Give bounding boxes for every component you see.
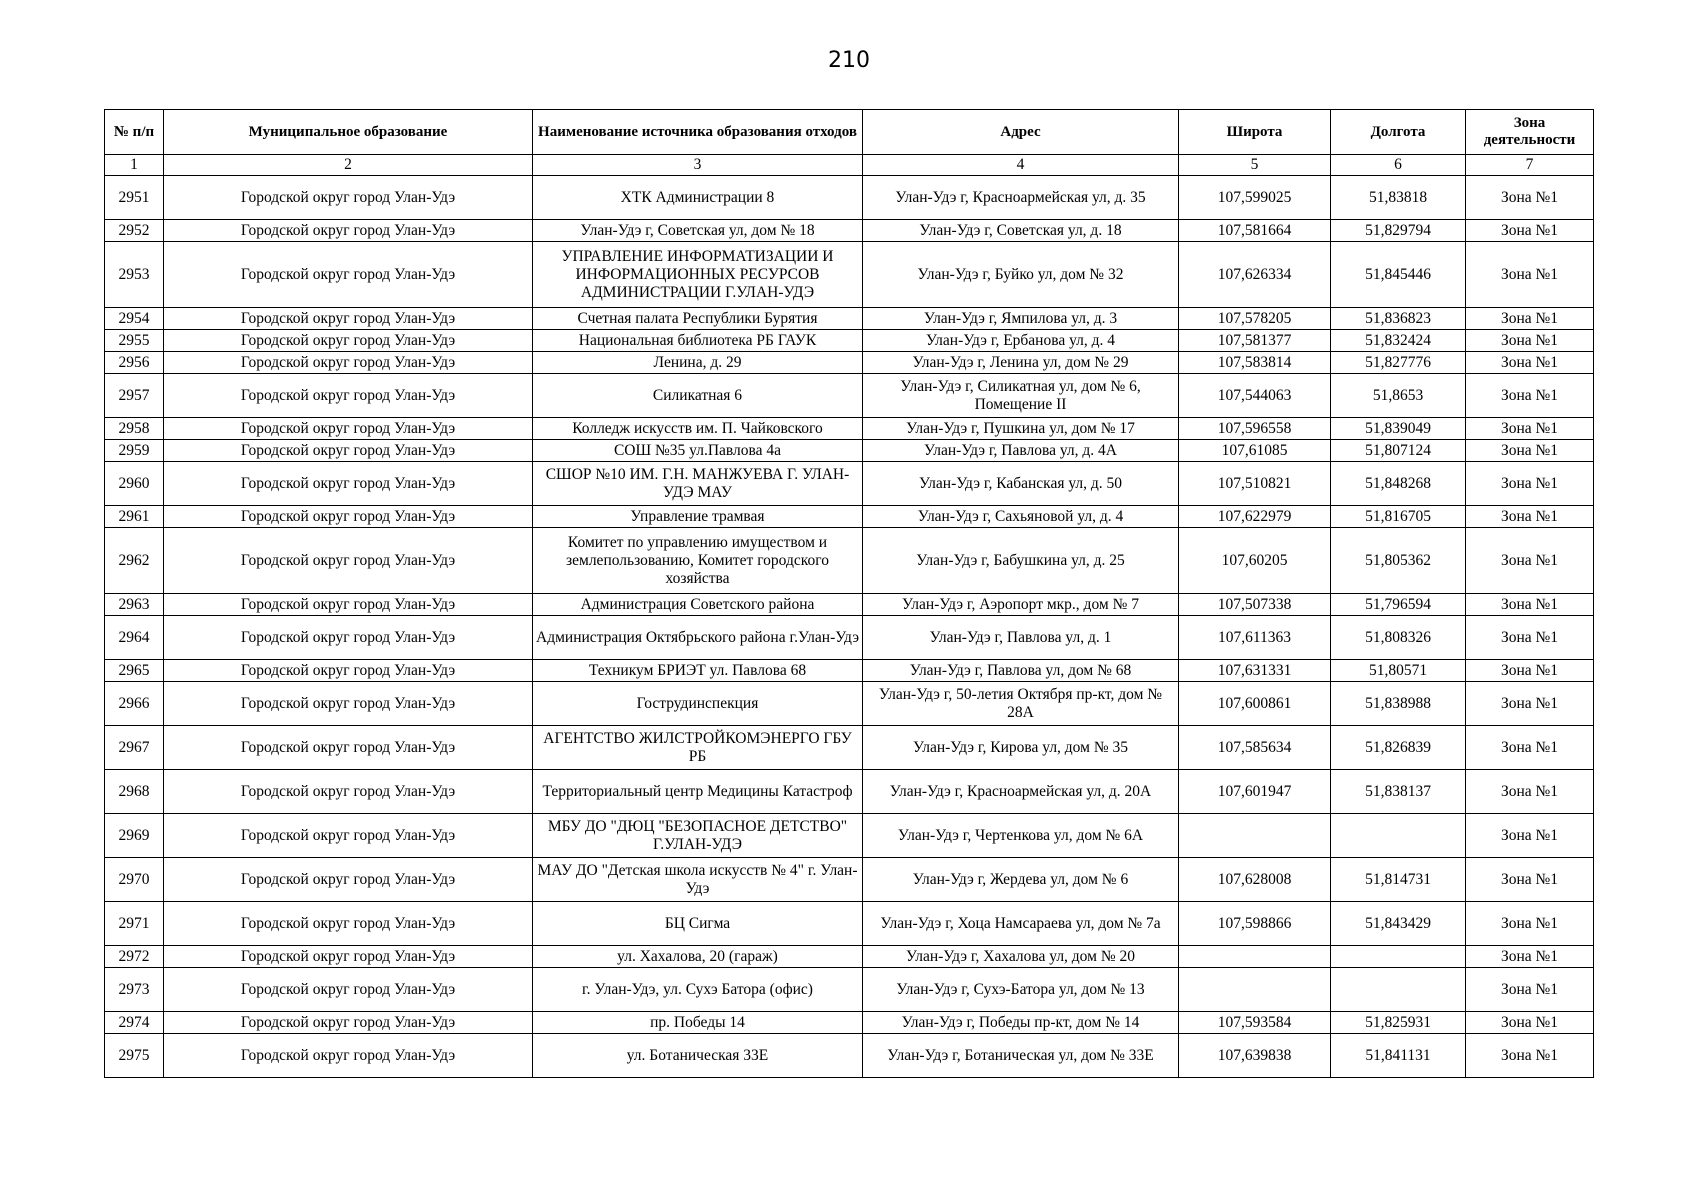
cell-address: Улан-Удэ г, Пушкина ул, дом № 17 [863, 418, 1179, 440]
cell-latitude: 107,60205 [1179, 528, 1331, 594]
cell-waste-source: Колледж искусств им. П. Чайковского [533, 418, 863, 440]
table-row [105, 308, 1594, 330]
cell-address: Улан-Удэ г, Красноармейская ул, д. 35 [863, 176, 1179, 220]
cell-longitude: 51,838988 [1331, 682, 1466, 726]
cell-address: Улан-Удэ г, Хахалова ул, дом № 20 [863, 946, 1179, 968]
cell-zone: Зона №1 [1466, 770, 1594, 814]
column-number: 1 [105, 155, 164, 176]
cell-row-number: 2955 [105, 330, 164, 352]
cell-waste-source: БЦ Сигма [533, 902, 863, 946]
cell-latitude: 107,622979 [1179, 506, 1331, 528]
table-row [105, 902, 1594, 946]
cell-latitude: 107,585634 [1179, 726, 1331, 770]
cell-latitude: 107,639838 [1179, 1034, 1331, 1078]
cell-waste-source: пр. Победы 14 [533, 1012, 863, 1034]
cell-row-number: 2962 [105, 528, 164, 594]
table-row [105, 374, 1594, 418]
header-zone: Зона деятельности [1466, 110, 1594, 155]
cell-latitude: 107,628008 [1179, 858, 1331, 902]
cell-waste-source: Гострудинспекция [533, 682, 863, 726]
cell-waste-source: Улан-Удэ г, Советская ул, дом № 18 [533, 220, 863, 242]
cell-longitude [1331, 814, 1466, 858]
cell-zone: Зона №1 [1466, 374, 1594, 418]
cell-municipality: Городской округ город Улан-Удэ [164, 440, 533, 462]
cell-row-number: 2954 [105, 308, 164, 330]
cell-latitude: 107,626334 [1179, 242, 1331, 308]
table-row [105, 858, 1594, 902]
cell-longitude: 51,83818 [1331, 176, 1466, 220]
cell-municipality: Городской округ город Улан-Удэ [164, 616, 533, 660]
cell-zone: Зона №1 [1466, 220, 1594, 242]
table-row [105, 440, 1594, 462]
cell-latitude: 107,61085 [1179, 440, 1331, 462]
cell-longitude: 51,816705 [1331, 506, 1466, 528]
cell-waste-source: Ленина, д. 29 [533, 352, 863, 374]
cell-row-number: 2975 [105, 1034, 164, 1078]
cell-longitude: 51,796594 [1331, 594, 1466, 616]
cell-municipality: Городской округ город Улан-Удэ [164, 726, 533, 770]
table-row [105, 330, 1594, 352]
cell-longitude: 51,829794 [1331, 220, 1466, 242]
cell-waste-source: Администрация Октябрьского района г.Улан-Удэ [533, 616, 863, 660]
table-row [105, 506, 1594, 528]
column-numbers-row [105, 155, 1594, 176]
cell-longitude: 51,836823 [1331, 308, 1466, 330]
cell-zone: Зона №1 [1466, 330, 1594, 352]
header-municipality: Муниципальное образование [164, 110, 533, 155]
cell-row-number: 2956 [105, 352, 164, 374]
cell-municipality: Городской округ город Улан-Удэ [164, 770, 533, 814]
cell-row-number: 2960 [105, 462, 164, 506]
table-row [105, 528, 1594, 594]
header-row [105, 110, 1594, 155]
cell-latitude: 107,578205 [1179, 308, 1331, 330]
cell-latitude [1179, 946, 1331, 968]
cell-zone: Зона №1 [1466, 462, 1594, 506]
cell-waste-source: СШОР №10 ИМ. Г.Н. МАНЖУЕВА Г. УЛАН-УДЭ МАУ [533, 462, 863, 506]
cell-latitude: 107,631331 [1179, 660, 1331, 682]
cell-row-number: 2972 [105, 946, 164, 968]
cell-zone: Зона №1 [1466, 594, 1594, 616]
cell-row-number: 2963 [105, 594, 164, 616]
table-row [105, 352, 1594, 374]
cell-latitude: 107,507338 [1179, 594, 1331, 616]
cell-municipality: Городской округ город Улан-Удэ [164, 946, 533, 968]
cell-row-number: 2973 [105, 968, 164, 1012]
cell-municipality: Городской округ город Улан-Удэ [164, 242, 533, 308]
table-row [105, 616, 1594, 660]
cell-address: Улан-Удэ г, Сухэ-Батора ул, дом № 13 [863, 968, 1179, 1012]
cell-waste-source: ул. Хахалова, 20 (гараж) [533, 946, 863, 968]
cell-municipality: Городской округ город Улан-Удэ [164, 330, 533, 352]
table-row [105, 814, 1594, 858]
column-number: 6 [1331, 155, 1466, 176]
table-row [105, 594, 1594, 616]
cell-zone: Зона №1 [1466, 506, 1594, 528]
cell-municipality: Городской округ город Улан-Удэ [164, 814, 533, 858]
table-row [105, 1034, 1594, 1078]
header-longitude: Долгота [1331, 110, 1466, 155]
cell-row-number: 2967 [105, 726, 164, 770]
cell-longitude: 51,808326 [1331, 616, 1466, 660]
cell-municipality: Городской округ город Улан-Удэ [164, 462, 533, 506]
cell-row-number: 2971 [105, 902, 164, 946]
cell-latitude: 107,593584 [1179, 1012, 1331, 1034]
table-row [105, 1012, 1594, 1034]
cell-zone: Зона №1 [1466, 968, 1594, 1012]
table-row [105, 770, 1594, 814]
cell-latitude [1179, 814, 1331, 858]
cell-zone: Зона №1 [1466, 440, 1594, 462]
cell-latitude: 107,544063 [1179, 374, 1331, 418]
cell-zone: Зона №1 [1466, 242, 1594, 308]
cell-longitude: 51,826839 [1331, 726, 1466, 770]
cell-waste-source: ул. Ботаническая 33Е [533, 1034, 863, 1078]
cell-zone: Зона №1 [1466, 814, 1594, 858]
cell-longitude: 51,841131 [1331, 1034, 1466, 1078]
cell-waste-source: Администрация Советского района [533, 594, 863, 616]
cell-row-number: 2951 [105, 176, 164, 220]
cell-municipality: Городской округ город Улан-Удэ [164, 528, 533, 594]
header-address: Адрес [863, 110, 1179, 155]
cell-waste-source: Техникум БРИЭТ ул. Павлова 68 [533, 660, 863, 682]
cell-latitude: 107,581664 [1179, 220, 1331, 242]
cell-row-number: 2959 [105, 440, 164, 462]
cell-longitude: 51,805362 [1331, 528, 1466, 594]
cell-address: Улан-Удэ г, Павлова ул, д. 4А [863, 440, 1179, 462]
cell-longitude [1331, 968, 1466, 1012]
cell-longitude: 51,843429 [1331, 902, 1466, 946]
cell-zone: Зона №1 [1466, 176, 1594, 220]
cell-longitude [1331, 946, 1466, 968]
cell-municipality: Городской округ город Улан-Удэ [164, 308, 533, 330]
cell-zone: Зона №1 [1466, 308, 1594, 330]
page-number: 210 [828, 48, 870, 73]
table-row [105, 726, 1594, 770]
table-row [105, 682, 1594, 726]
cell-municipality: Городской округ город Улан-Удэ [164, 506, 533, 528]
cell-waste-source: АГЕНТСТВО ЖИЛСТРОЙКОМЭНЕРГО ГБУ РБ [533, 726, 863, 770]
cell-latitude: 107,581377 [1179, 330, 1331, 352]
cell-address: Улан-Удэ г, Бабушкина ул, д. 25 [863, 528, 1179, 594]
cell-zone: Зона №1 [1466, 682, 1594, 726]
cell-address: Улан-Удэ г, Ленина ул, дом № 29 [863, 352, 1179, 374]
cell-waste-source: СОШ №35 ул.Павлова 4а [533, 440, 863, 462]
cell-address: Улан-Удэ г, Кабанская ул, д. 50 [863, 462, 1179, 506]
cell-zone: Зона №1 [1466, 726, 1594, 770]
cell-municipality: Городской округ город Улан-Удэ [164, 374, 533, 418]
cell-latitude: 107,583814 [1179, 352, 1331, 374]
cell-row-number: 2964 [105, 616, 164, 660]
column-number: 2 [164, 155, 533, 176]
cell-address: Улан-Удэ г, Чертенкова ул, дом № 6А [863, 814, 1179, 858]
cell-address: Улан-Удэ г, Силикатная ул, дом № 6, Помещение II [863, 374, 1179, 418]
cell-waste-source: Счетная палата Республики Бурятия [533, 308, 863, 330]
cell-address: Улан-Удэ г, Кирова ул, дом № 35 [863, 726, 1179, 770]
cell-zone: Зона №1 [1466, 616, 1594, 660]
cell-waste-source: Национальная библиотека РБ ГАУК [533, 330, 863, 352]
cell-address: Улан-Удэ г, Буйко ул, дом № 32 [863, 242, 1179, 308]
cell-waste-source: ХТК Администрации 8 [533, 176, 863, 220]
column-number: 5 [1179, 155, 1331, 176]
table-row [105, 462, 1594, 506]
cell-municipality: Городской округ город Улан-Удэ [164, 902, 533, 946]
cell-address: Улан-Удэ г, Хоца Намсараева ул, дом № 7а [863, 902, 1179, 946]
cell-longitude: 51,814731 [1331, 858, 1466, 902]
cell-waste-source: Комитет по управлению имуществом и землепользованию, Комитет городского хозяйства [533, 528, 863, 594]
cell-waste-source: УПРАВЛЕНИЕ ИНФОРМАТИЗАЦИИ И ИНФОРМАЦИОННЫХ РЕСУРСОВ АДМИНИСТРАЦИИ Г.УЛАН-УДЭ [533, 242, 863, 308]
cell-municipality: Городской округ город Улан-Удэ [164, 352, 533, 374]
cell-longitude: 51,8653 [1331, 374, 1466, 418]
table-body [105, 176, 1594, 1078]
cell-row-number: 2969 [105, 814, 164, 858]
cell-address: Улан-Удэ г, Жердева ул, дом № 6 [863, 858, 1179, 902]
table-row [105, 242, 1594, 308]
cell-row-number: 2965 [105, 660, 164, 682]
cell-municipality: Городской округ город Улан-Удэ [164, 858, 533, 902]
cell-longitude: 51,832424 [1331, 330, 1466, 352]
column-number: 3 [533, 155, 863, 176]
cell-longitude: 51,848268 [1331, 462, 1466, 506]
cell-row-number: 2953 [105, 242, 164, 308]
cell-latitude: 107,600861 [1179, 682, 1331, 726]
cell-municipality: Городской округ город Улан-Удэ [164, 660, 533, 682]
cell-row-number: 2961 [105, 506, 164, 528]
cell-zone: Зона №1 [1466, 858, 1594, 902]
table-row [105, 176, 1594, 220]
cell-municipality: Городской округ город Улан-Удэ [164, 1012, 533, 1034]
cell-waste-source: г. Улан-Удэ, ул. Сухэ Батора (офис) [533, 968, 863, 1012]
cell-longitude: 51,807124 [1331, 440, 1466, 462]
cell-address: Улан-Удэ г, Красноармейская ул, д. 20А [863, 770, 1179, 814]
cell-longitude: 51,845446 [1331, 242, 1466, 308]
cell-waste-source: Управление трамвая [533, 506, 863, 528]
cell-latitude: 107,599025 [1179, 176, 1331, 220]
cell-longitude: 51,825931 [1331, 1012, 1466, 1034]
cell-row-number: 2958 [105, 418, 164, 440]
cell-zone: Зона №1 [1466, 1034, 1594, 1078]
cell-zone: Зона №1 [1466, 660, 1594, 682]
cell-latitude: 107,611363 [1179, 616, 1331, 660]
cell-row-number: 2968 [105, 770, 164, 814]
cell-municipality: Городской округ город Улан-Удэ [164, 682, 533, 726]
cell-zone: Зона №1 [1466, 902, 1594, 946]
table-row [105, 660, 1594, 682]
header-latitude: Широта [1179, 110, 1331, 155]
cell-address: Улан-Удэ г, Ямпилова ул, д. 3 [863, 308, 1179, 330]
cell-address: Улан-Удэ г, Победы пр-кт, дом № 14 [863, 1012, 1179, 1034]
cell-row-number: 2970 [105, 858, 164, 902]
cell-waste-source: МБУ ДО "ДЮЦ "БЕЗОПАСНОЕ ДЕТСТВО" Г.УЛАН-УДЭ [533, 814, 863, 858]
cell-zone: Зона №1 [1466, 1012, 1594, 1034]
cell-address: Улан-Удэ г, Советская ул, д. 18 [863, 220, 1179, 242]
cell-waste-source: Территориальный центр Медицины Катастроф [533, 770, 863, 814]
cell-municipality: Городской округ город Улан-Удэ [164, 968, 533, 1012]
waste-sources-table [104, 109, 1594, 1078]
table-row [105, 968, 1594, 1012]
header-waste-source: Наименование источника образования отходов [533, 110, 863, 155]
cell-zone: Зона №1 [1466, 352, 1594, 374]
cell-longitude: 51,80571 [1331, 660, 1466, 682]
cell-municipality: Городской округ город Улан-Удэ [164, 594, 533, 616]
cell-longitude: 51,827776 [1331, 352, 1466, 374]
cell-address: Улан-Удэ г, Ботаническая ул, дом № 33Е [863, 1034, 1179, 1078]
header-row-number: № п/п [105, 110, 164, 155]
table-row [105, 946, 1594, 968]
cell-address: Улан-Удэ г, 50-летия Октября пр-кт, дом № 28А [863, 682, 1179, 726]
cell-municipality: Городской округ город Улан-Удэ [164, 1034, 533, 1078]
cell-latitude: 107,510821 [1179, 462, 1331, 506]
column-number: 7 [1466, 155, 1594, 176]
cell-row-number: 2957 [105, 374, 164, 418]
cell-address: Улан-Удэ г, Сахьяновой ул, д. 4 [863, 506, 1179, 528]
cell-row-number: 2952 [105, 220, 164, 242]
cell-row-number: 2974 [105, 1012, 164, 1034]
cell-latitude: 107,598866 [1179, 902, 1331, 946]
cell-zone: Зона №1 [1466, 946, 1594, 968]
column-number: 4 [863, 155, 1179, 176]
cell-waste-source: Силикатная 6 [533, 374, 863, 418]
cell-latitude: 107,601947 [1179, 770, 1331, 814]
cell-latitude [1179, 968, 1331, 1012]
table-row [105, 220, 1594, 242]
cell-address: Улан-Удэ г, Аэропорт мкр., дом № 7 [863, 594, 1179, 616]
cell-municipality: Городской округ город Улан-Удэ [164, 176, 533, 220]
cell-address: Улан-Удэ г, Павлова ул, д. 1 [863, 616, 1179, 660]
cell-zone: Зона №1 [1466, 418, 1594, 440]
cell-zone: Зона №1 [1466, 528, 1594, 594]
cell-longitude: 51,838137 [1331, 770, 1466, 814]
cell-waste-source: МАУ ДО "Детская школа искусств № 4" г. Улан-Удэ [533, 858, 863, 902]
cell-address: Улан-Удэ г, Ербанова ул, д. 4 [863, 330, 1179, 352]
cell-address: Улан-Удэ г, Павлова ул, дом № 68 [863, 660, 1179, 682]
cell-latitude: 107,596558 [1179, 418, 1331, 440]
table-row [105, 418, 1594, 440]
cell-row-number: 2966 [105, 682, 164, 726]
cell-municipality: Городской округ город Улан-Удэ [164, 220, 533, 242]
cell-municipality: Городской округ город Улан-Удэ [164, 418, 533, 440]
cell-longitude: 51,839049 [1331, 418, 1466, 440]
